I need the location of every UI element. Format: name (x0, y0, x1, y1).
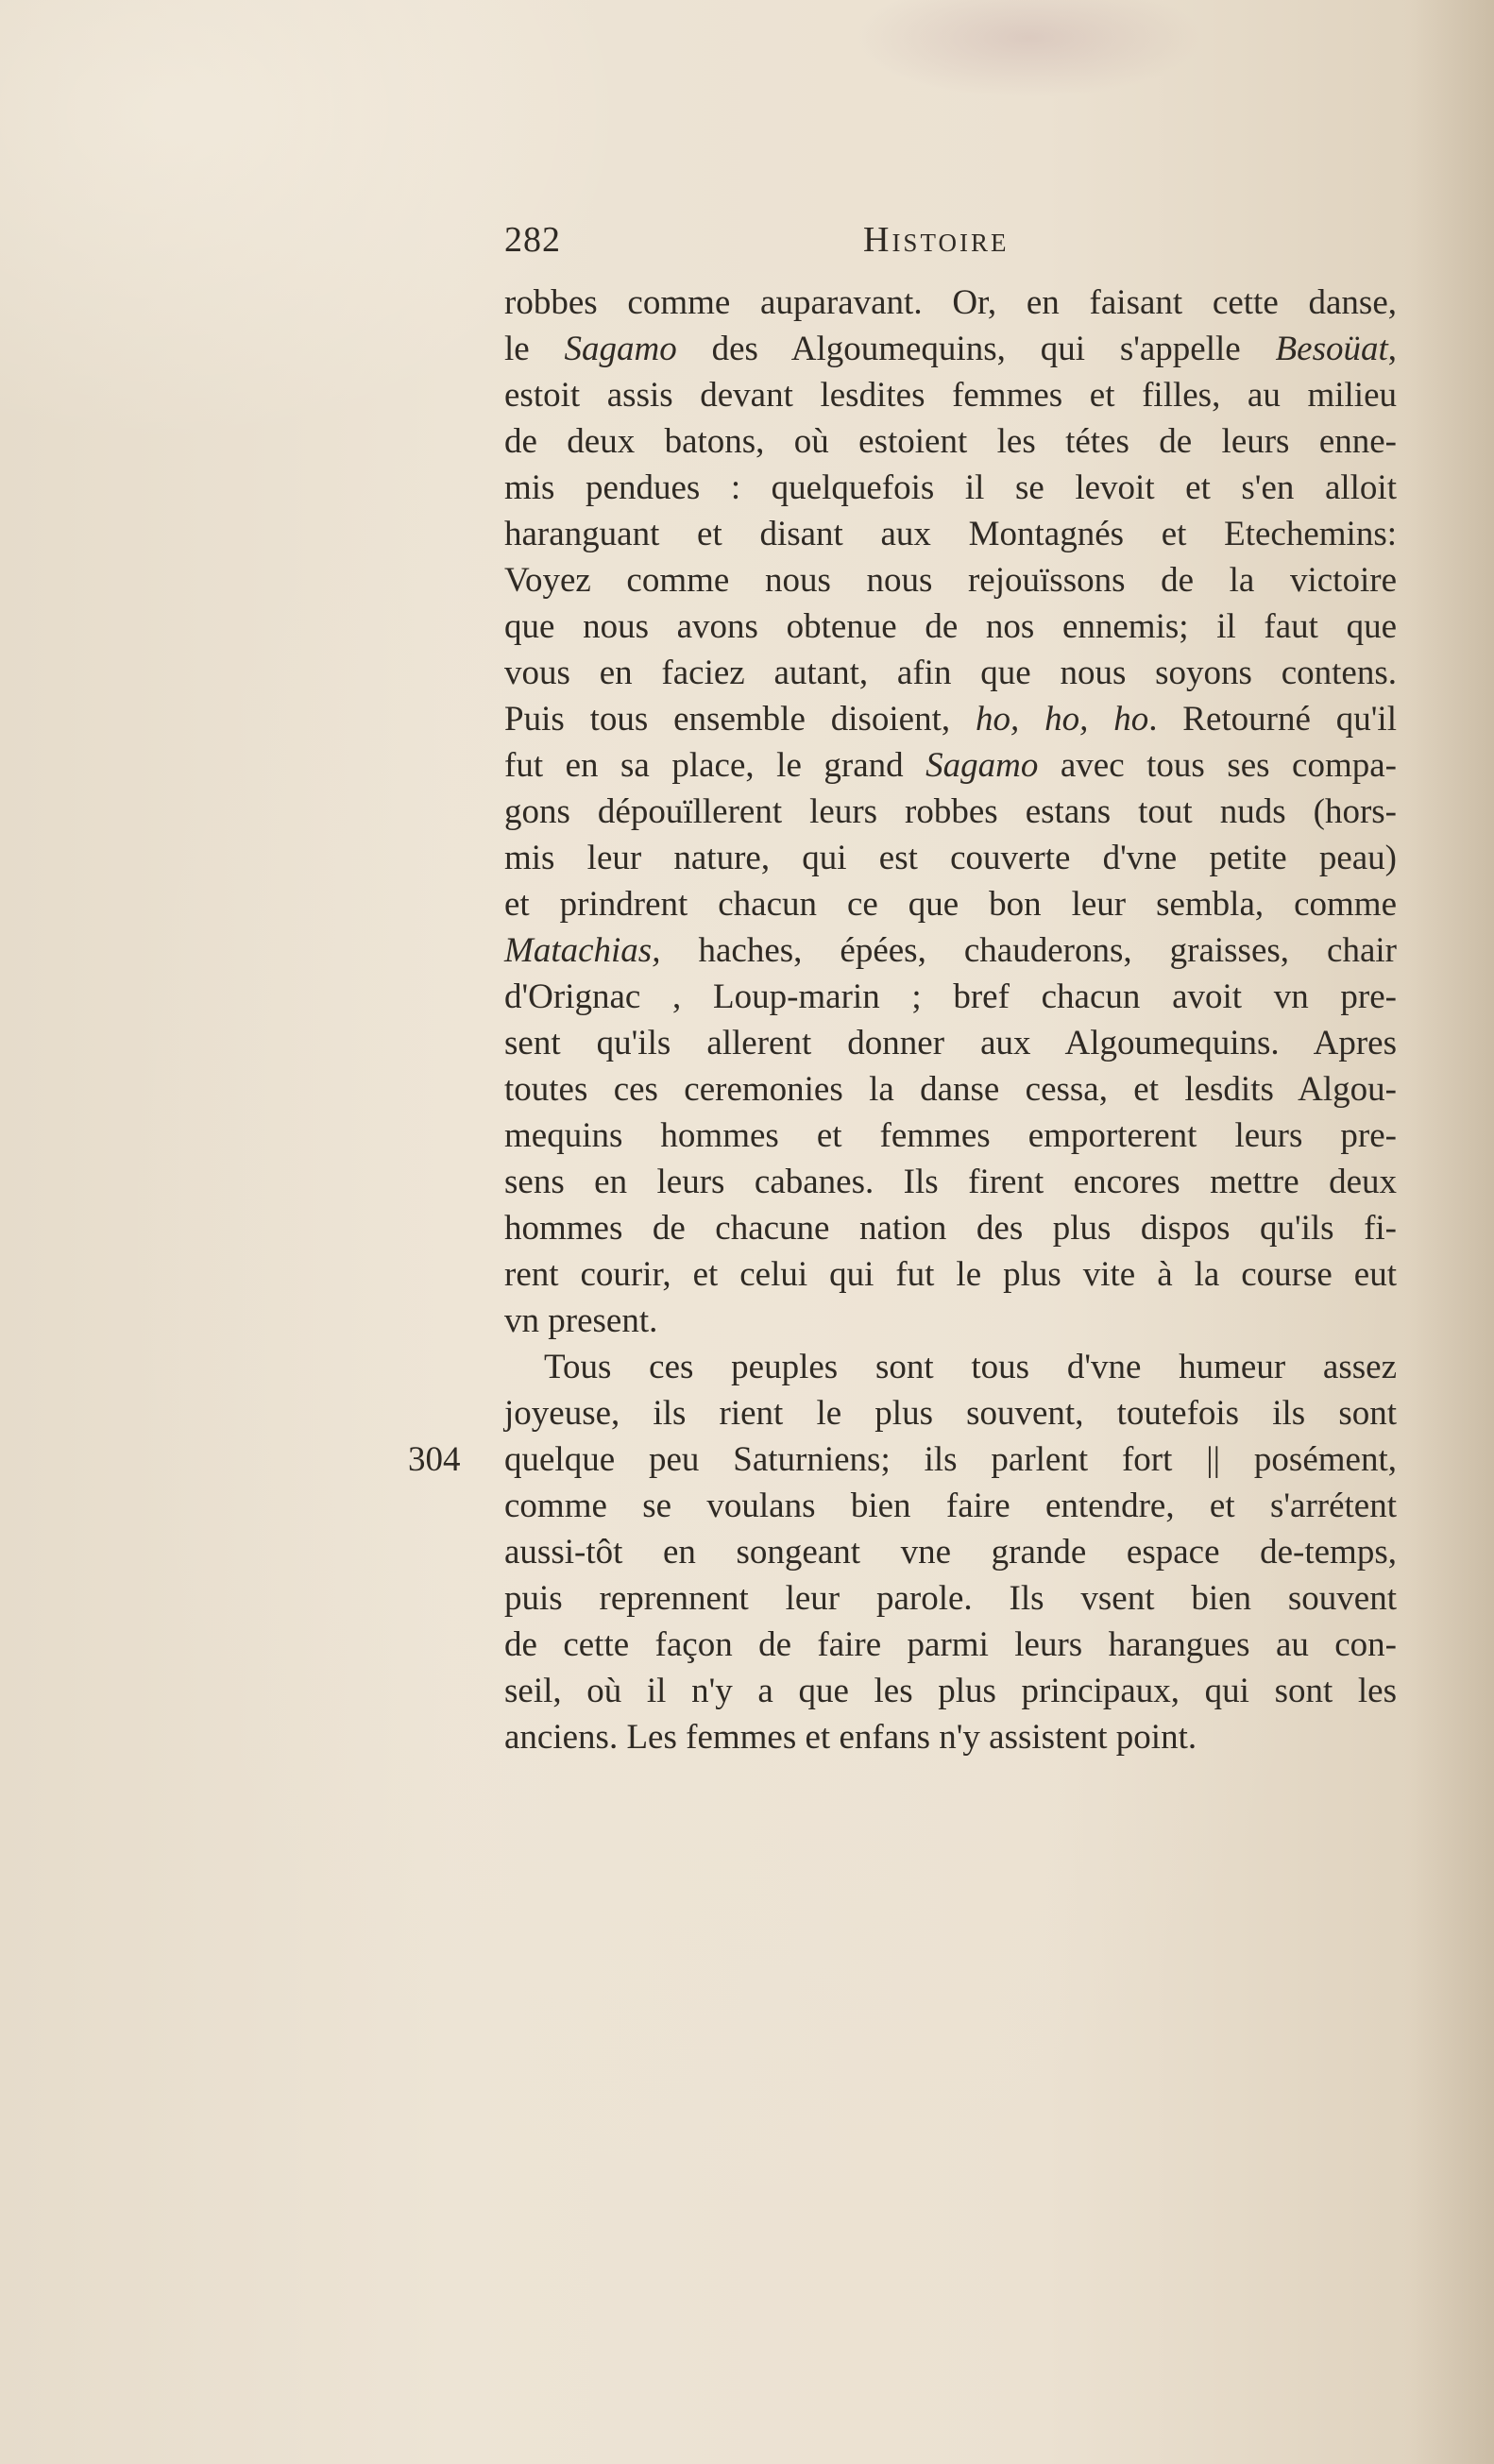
text-line: estoit assis devant lesdites femmes et filles, au milieu (504, 376, 1397, 415)
italic-term: ho, ho, ho (975, 700, 1149, 739)
text-line: mis pendues : quelquefois il se levoit et s'en alloit (504, 468, 1397, 507)
page-edge-shadow (1409, 0, 1494, 2464)
running-title: Histoire (863, 220, 1010, 260)
text-line: Voyez comme nous nous rejouïssons de la victoire (504, 561, 1397, 600)
text-line: fut en sa place, le grand Sagamo avec tous ses compa- (504, 746, 1397, 785)
text-line: et prindrent chacun ce que bon leur sembla, comme (504, 885, 1397, 924)
text-line: vn present. (504, 1301, 658, 1340)
text-line: toutes ces ceremonies la danse cessa, et lesdits Algou- (504, 1070, 1397, 1109)
text-line: le Sagamo des Algoumequins, qui s'appelle Besoüat, (504, 330, 1397, 368)
text-line: d'Orignac , Loup-marin ; bref chacun avoit vn pre- (504, 977, 1397, 1016)
text-line: robbes comme auparavant. Or, en faisant cette danse, (504, 283, 1397, 322)
text-line: puis reprennent leur parole. Ils vsent bien souvent (504, 1579, 1397, 1618)
italic-term: Besoüat (1275, 330, 1388, 368)
text-line: aussi-tôt en songeant vne grande espace de-temps, (504, 1533, 1397, 1572)
text-line: sent qu'ils allerent donner aux Algoumequins. Apres (504, 1024, 1397, 1062)
text-line: que nous avons obtenue de nos ennemis; il faut que (504, 607, 1397, 646)
italic-term: Sagamo (925, 746, 1039, 785)
text-line: vous en faciez autant, afin que nous soyons contens. (504, 654, 1397, 692)
running-head (504, 219, 1397, 272)
text-line: gons dépouïllerent leurs robbes estans tout nuds (hors- (504, 792, 1397, 831)
text-line: mis leur nature, qui est couverte d'vne petite peau) (504, 839, 1397, 877)
text-line: Matachias, haches, épées, chauderons, graisses, chair (504, 931, 1397, 970)
text-line: mequins hommes et femmes emporterent leurs pre- (504, 1116, 1397, 1155)
text-line: anciens. Les femmes et enfans n'y assistent point. (504, 1718, 1197, 1757)
text-line: joyeuse, ils rient le plus souvent, toutefois ils sont (504, 1394, 1397, 1433)
text-line: comme se voulans bien faire entendre, et s'arrétent (504, 1487, 1397, 1525)
text-line: quelque peu Saturniens; ils parlent fort || posément, (504, 1440, 1397, 1479)
page-number: 282 (504, 220, 561, 260)
text-line: haranguant et disant aux Montagnés et Etechemins: (504, 515, 1397, 553)
text-line: rent courir, et celui qui fut le plus vite à la course eut (504, 1255, 1397, 1294)
text-line: de deux batons, où estoient les tétes de leurs enne- (504, 422, 1397, 461)
paragraph-first-line: Tous ces peuples sont tous d'vne humeur assez (544, 1348, 1397, 1386)
body-text (504, 280, 1397, 1760)
text-line: de cette façon de faire parmi leurs harangues au con- (504, 1625, 1397, 1664)
italic-term: Sagamo (564, 330, 677, 368)
text-line: hommes de chacune nation des plus dispos qu'ils fi- (504, 1209, 1397, 1248)
text-line: sens en leurs cabanes. Ils firent encores mettre deux (504, 1163, 1397, 1201)
italic-term: Matachias, (504, 931, 661, 970)
text-line: seil, où il n'y a que les plus principaux, qui sont les (504, 1672, 1397, 1710)
text-line: Puis tous ensemble disoient, ho, ho, ho. Retourné qu'il (504, 700, 1397, 739)
margin-page-reference: 304 (408, 1440, 461, 1479)
